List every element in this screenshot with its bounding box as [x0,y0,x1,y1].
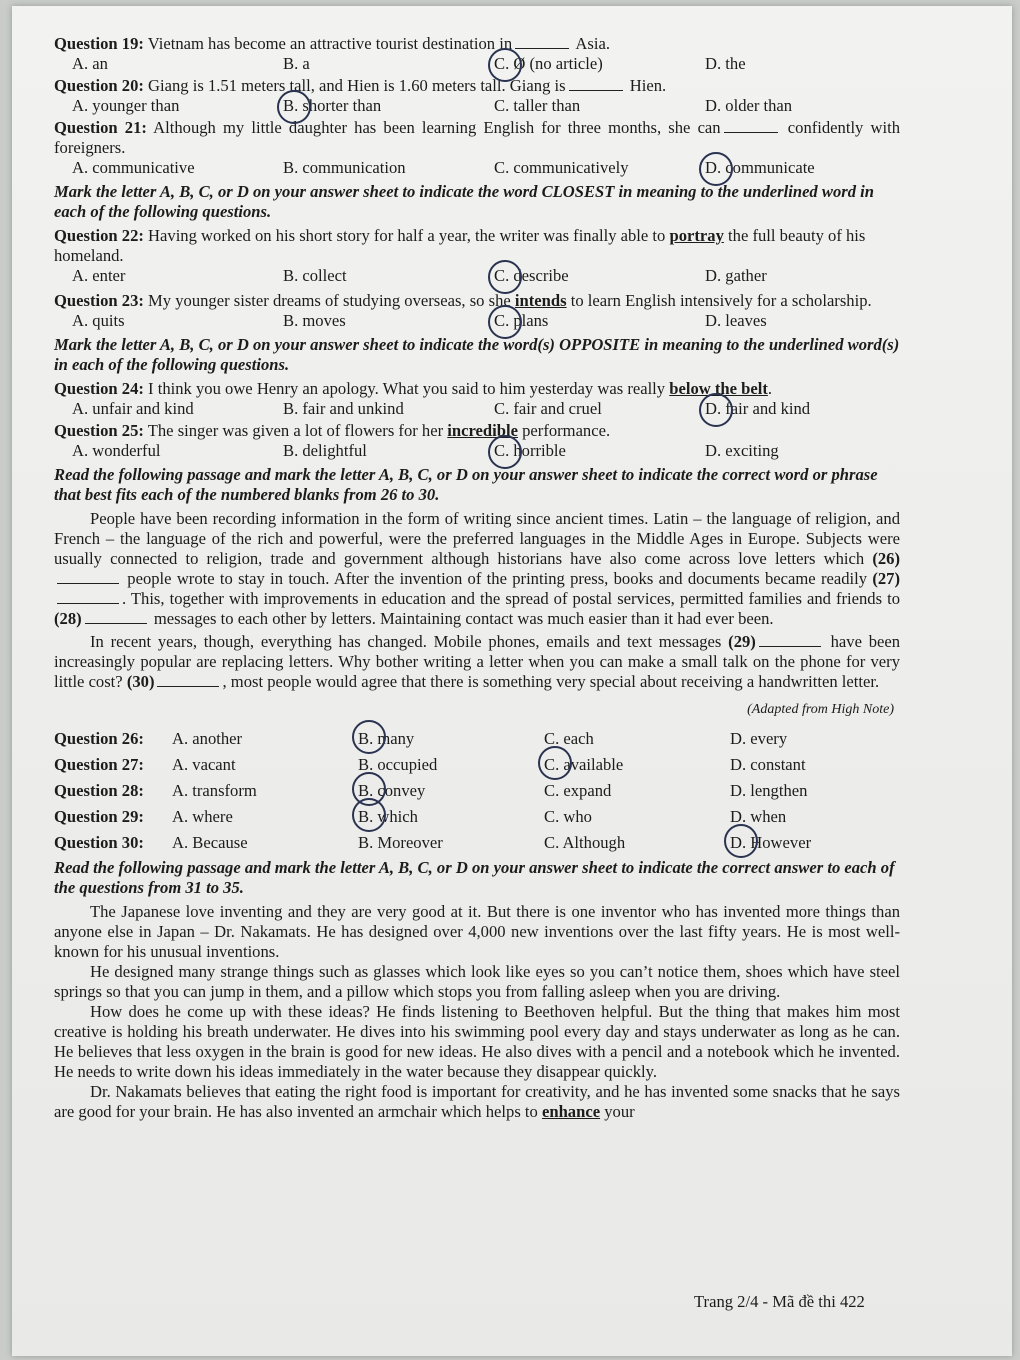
blank-number: (29) [728,632,756,651]
option-a: A. Because [172,833,248,852]
question-text: Having worked on his short story for half a year, the writer was finally able to [148,226,666,245]
option-a: A. another [172,729,243,748]
option-b: B. delightful [283,441,367,460]
question-label: Question 25: [54,421,144,440]
option-c-circled: C. horrible [494,441,705,461]
question-text: The singer was given a lot of flowers for her [147,421,444,440]
question-20 [54,76,900,96]
option-d: D. older than [705,96,793,115]
option-d-circled: D. fair and kind [705,399,918,419]
option-c: C. expand [544,781,612,800]
question-label: Question 24: [54,379,144,398]
question-label: Question 20: [54,76,144,95]
options-22 [54,266,900,288]
underlined-word: portray [669,226,724,245]
passage-text: In recent years, though, everything has changed. Mobile phones, emails and text messages [90,632,722,651]
answer-blank [569,77,623,91]
passage-1-paragraph-1 [54,509,900,629]
option-b: B. collect [283,266,347,285]
answer-options-grid [54,726,900,856]
option-d: D. when [730,807,787,826]
option-a: A. where [172,807,233,826]
passage-2-paragraph-1: The Japanese love inventing and they are very good at it. But there is one inventor who has invented more things than anyone else in Japan – Dr. Nakamats. He has designed over 4,000 new inventions over the last fifty years. He is most well-known for his unusual inventions. [54,902,900,961]
question-text: My younger sister dreams of studying overseas, so she [148,291,511,310]
options-19 [54,54,900,76]
option-b-circled: B. convey [358,778,544,804]
question-label: Question 23: [54,291,144,310]
option-c: C. who [544,807,592,826]
option-a: A. vacant [172,755,236,774]
question-label: Question 27: [54,755,144,774]
options-20 [54,96,900,118]
answer-blank [759,633,821,647]
option-b: B. Moreover [358,833,443,852]
underlined-word: incredible [447,421,518,440]
passage-text: people wrote to stay in touch. After the invention of the printing press, books and documents became readily [127,569,868,588]
option-b: B. communication [283,158,406,177]
blank-number: (28) [54,609,82,628]
underlined-word: intends [514,291,567,310]
options-25 [54,441,900,463]
question-text: Asia. [575,34,610,53]
option-c: C. Although [544,833,626,852]
underlined-word: enhance [541,1102,601,1121]
passage-2-paragraph-4 [54,1082,900,1122]
question-text: Vietnam has become an attractive tourist destination in [147,34,513,53]
option-a: A. enter [72,266,126,285]
question-label: Question 19: [54,34,144,53]
answer-blank [724,119,778,133]
option-b-circled: B. shorter than [283,96,494,116]
instruction-passage-2: Read the following passage and mark the letter A, B, C, or D on your answer sheet to indicate the correct answer to each of the questions from 31 to 35. [54,858,895,897]
options-23 [54,311,900,333]
question-text: performance. [522,421,611,440]
option-d-circled: D. However [730,830,900,856]
option-d: D. gather [705,266,767,285]
blank-number: (27) [872,569,900,588]
option-a: A. an [72,54,108,73]
passage-text: messages to each other by letters. Maintaining contact was much easier than it had ever been. [153,609,774,628]
instruction-passage-1: Read the following passage and mark the letter A, B, C, or D on your answer sheet to indicate the correct word or phrase that best fits each of the numbered blanks from 26 to 30. [54,465,878,504]
instruction-opposite: Mark the letter A, B, C, or D on your answer sheet to indicate the word(s) OPPOSITE in meaning to the underlined word(s) in each of the following questions. [54,335,900,374]
answer-blank [57,570,119,584]
option-a: A. transform [172,781,257,800]
question-22 [54,226,900,266]
blank-number: (30) [126,672,155,691]
question-text: the full beauty of his homeland. [54,226,866,265]
option-d: D. constant [730,755,806,774]
option-a: A. younger than [72,96,180,115]
option-d-circled: D. communicate [705,158,918,178]
option-c-circled: C. plans [494,311,705,331]
passage-text: have been increasingly popular are replacing letters. Why bother writing a letter when you can make a small talk on the phone for very little cost? [54,632,901,691]
passage-2-paragraph-2: He designed many strange things such as glasses which look like eyes so you can’t notice them, shoes which have steel springs so that you can jump in them, and a pillow which stops you from falling asleep when you are driving. [54,962,900,1001]
option-c: C. taller than [494,96,581,115]
option-b: B. moves [283,311,346,330]
answer-blank [157,673,219,687]
question-text: Hien. [629,76,667,95]
question-label: Question 30: [54,833,144,852]
option-c: C. fair and cruel [494,399,602,418]
options-21 [54,158,900,180]
option-a: A. communicative [72,158,195,177]
option-a: A. wonderful [72,441,161,460]
question-label: Question 26: [54,729,144,748]
question-25 [54,421,900,441]
question-text: I think you owe Henry an apology. What you said to him yesterday was really [148,379,666,398]
exam-page [54,34,900,1122]
passage-text: Dr. Nakamats believes that eating the right food is important for creativity, and he has invented some snacks that he says are good for your brain. He has also invented an armchair which helps to [54,1082,900,1121]
instruction-closest: Mark the letter A, B, C, or D on your answer sheet to indicate the word CLOSEST in meaning to the underlined word in each of the following questions. [54,182,874,221]
option-d: D. lengthen [730,781,808,800]
page-footer: Trang 2/4 - Mã đề thi 422 [694,1292,865,1311]
passage-1-paragraph-2 [54,632,900,692]
option-a: A. quits [72,311,125,330]
question-text: Although my little daughter has been learning English for three months, she can [153,118,721,137]
blank-number: (26) [872,549,900,568]
answer-blank [515,35,569,49]
passage-2-paragraph-3: How does he come up with these ideas? He finds listening to Beethoven helpful. But the thing that makes him most creative is holding his breath underwater. He dives into his swimming pool every day and stays underwater as long as he can. He believes that less oxygen in the brain is good for new ideas. He also dives with a pencil and a notebook which he invented. He needs to write down his ideas immediately in the water because they disappear quickly. [54,1002,900,1081]
option-b: B. fair and unkind [283,399,404,418]
options-24 [54,399,900,421]
option-d: D. every [730,729,788,748]
option-c: C. communicatively [494,158,629,177]
option-a: A. unfair and kind [72,399,194,418]
option-c: C. each [544,729,594,748]
answer-blank [85,610,147,624]
source-citation: (Adapted from High Note) [747,702,894,717]
option-c-circled: C. describe [494,266,705,286]
question-19 [54,34,900,54]
option-c-circled: C. Ø (no article) [494,54,705,74]
question-label: Question 28: [54,781,144,800]
option-b: B. a [283,54,310,73]
option-b-circled: B. many [358,726,544,752]
question-label: Question 21: [54,118,147,137]
passage-text: People have been recording information in the form of writing since ancient times. Latin – the language of religion, and French – the language of the rich and powerful, were the preferred languages in the Middle Ages in Europe. Subjects were usually connected to religion, trade and government although historians have also come across love letters which [54,509,900,568]
option-d: D. exciting [705,441,779,460]
question-text: to learn English intensively for a scholarship. [570,291,872,310]
question-text: confidently with foreigners. [54,118,901,157]
question-text: Giang is 1.51 meters tall, and Hien is 1.60 meters tall. Giang is [148,76,566,95]
question-label: Question 29: [54,807,144,826]
question-text: . [767,379,773,398]
question-23 [54,291,900,311]
exam-sheet [12,6,1012,1356]
option-d: D. leaves [705,311,767,330]
passage-text: your [604,1102,635,1121]
option-d: D. the [705,54,746,73]
passage-text: . This, together with improvements in education and the spread of postal services, permitted families and friends to [122,589,900,608]
question-label: Question 22: [54,226,144,245]
passage-text: , most people would agree that there is something very special about receiving a handwritten letter. [222,672,880,691]
option-b-circled: B. which [358,804,544,830]
answer-blank [57,590,119,604]
underlined-word: below the belt [669,379,768,398]
option-b: B. occupied [358,755,438,774]
option-c-circled: C. available [544,752,730,778]
question-24 [54,379,900,399]
question-21 [54,118,900,158]
